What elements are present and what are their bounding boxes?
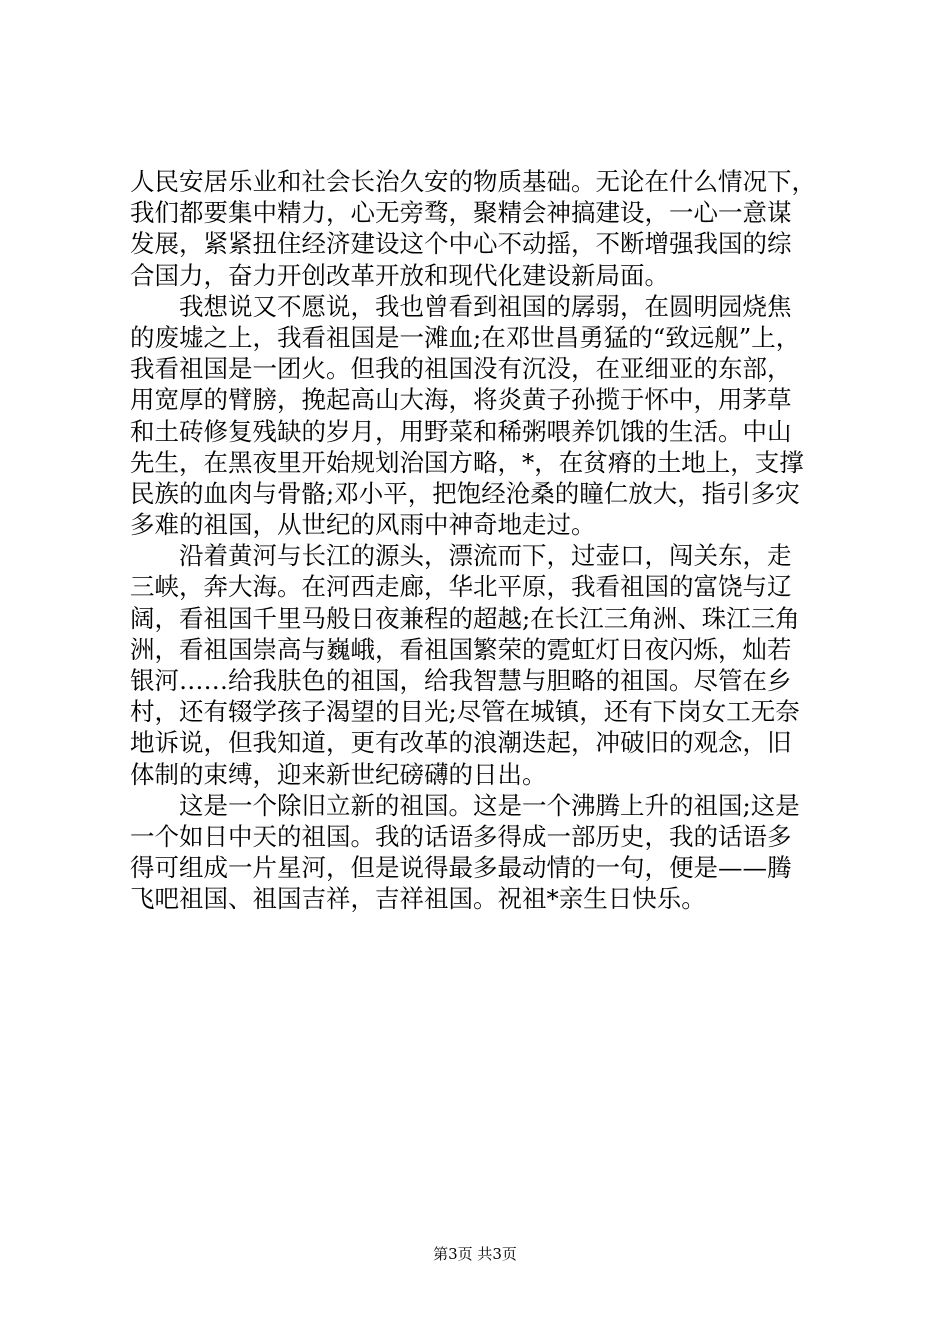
text-line: 地诉说，但我知道，更有改革的浪潮迭起，冲破旧的观念，旧 [130,728,792,758]
text-line: 我看祖国是一团火。但我的祖国没有沉没，在亚细亚的东部， [130,354,792,384]
page-footer [0,1244,950,1264]
text-line: 的废墟之上，我看祖国是一滩血;在邓世昌勇猛的“致远舰”上， [130,322,801,352]
text-line: 民族的血肉与骨骼;邓小平，把饱经沧桑的瞳仁放大，指引多灾 [130,478,800,508]
text-line: 先生，在黑夜里开始规划治国方略，*，在贫瘠的土地上，支撑 [130,447,804,477]
text-line: 一个如日中天的祖国。我的话语多得成一部历史，我的话语多 [130,821,792,851]
text-line: 和土砖修复残缺的岁月，用野菜和稀粥喂养饥饿的生活。中山 [130,416,792,446]
text-line: 三峡，奔大海。在河西走廊，华北平原，我看祖国的富饶与辽 [130,572,792,602]
text-line: 合国力，奋力开创改革开放和现代化建设新局面。 [130,260,669,290]
text-line: 得可组成一片星河，但是说得最多最动情的一句，便是——腾 [130,853,792,883]
text-line: 阔，看祖国千里马般日夜兼程的超越;在长江三角洲、珠江三角 [130,603,800,633]
text-line: 我想说又不愿说，我也曾看到祖国的孱弱，在圆明园烧焦 [130,291,792,321]
page-indicator: 第3页 共3页 [433,1245,517,1263]
paragraph-3 [130,540,830,790]
text-line: 体制的束缚，迎来新世纪磅礴的日出。 [130,759,547,789]
text-line: 发展，紧紧扭住经济建设这个中心不动摇，不断增强我国的综 [130,229,792,259]
text-line: 洲，看祖国崇高与巍峨，看祖国繁荣的霓虹灯日夜闪烁，灿若 [130,634,792,664]
document-body [130,166,830,915]
text-line: 人民安居乐业和社会长治久安的物质基础。无论在什么情况下， [130,167,816,196]
paragraph-1 [130,166,830,291]
text-line: 飞吧祖国、祖国吉祥，吉祥祖国。祝祖*亲生日快乐。 [130,884,706,914]
text-line: 用宽厚的臂膀，挽起高山大海，将炎黄子孙揽于怀中，用茅草 [130,385,792,415]
text-line: 我们都要集中精力，心无旁骛，聚精会神搞建设，一心一意谋 [130,198,792,228]
paragraph-4 [130,790,830,915]
text-line: 多难的祖国，从世纪的风雨中神奇地走过。 [130,510,596,540]
text-line: 银河……给我肤色的祖国，给我智慧与胆略的祖国。尽管在乡 [130,666,792,695]
text-line: 这是一个除旧立新的祖国。这是一个沸腾上升的祖国;这是 [130,790,800,820]
paragraph-2 [130,291,830,541]
text-line: 沿着黄河与长江的源头，漂流而下，过壶口，闯关东，走 [130,541,792,571]
text-line: 村，还有辍学孩子渴望的目光;尽管在城镇，还有下岗女工无奈 [130,697,800,727]
